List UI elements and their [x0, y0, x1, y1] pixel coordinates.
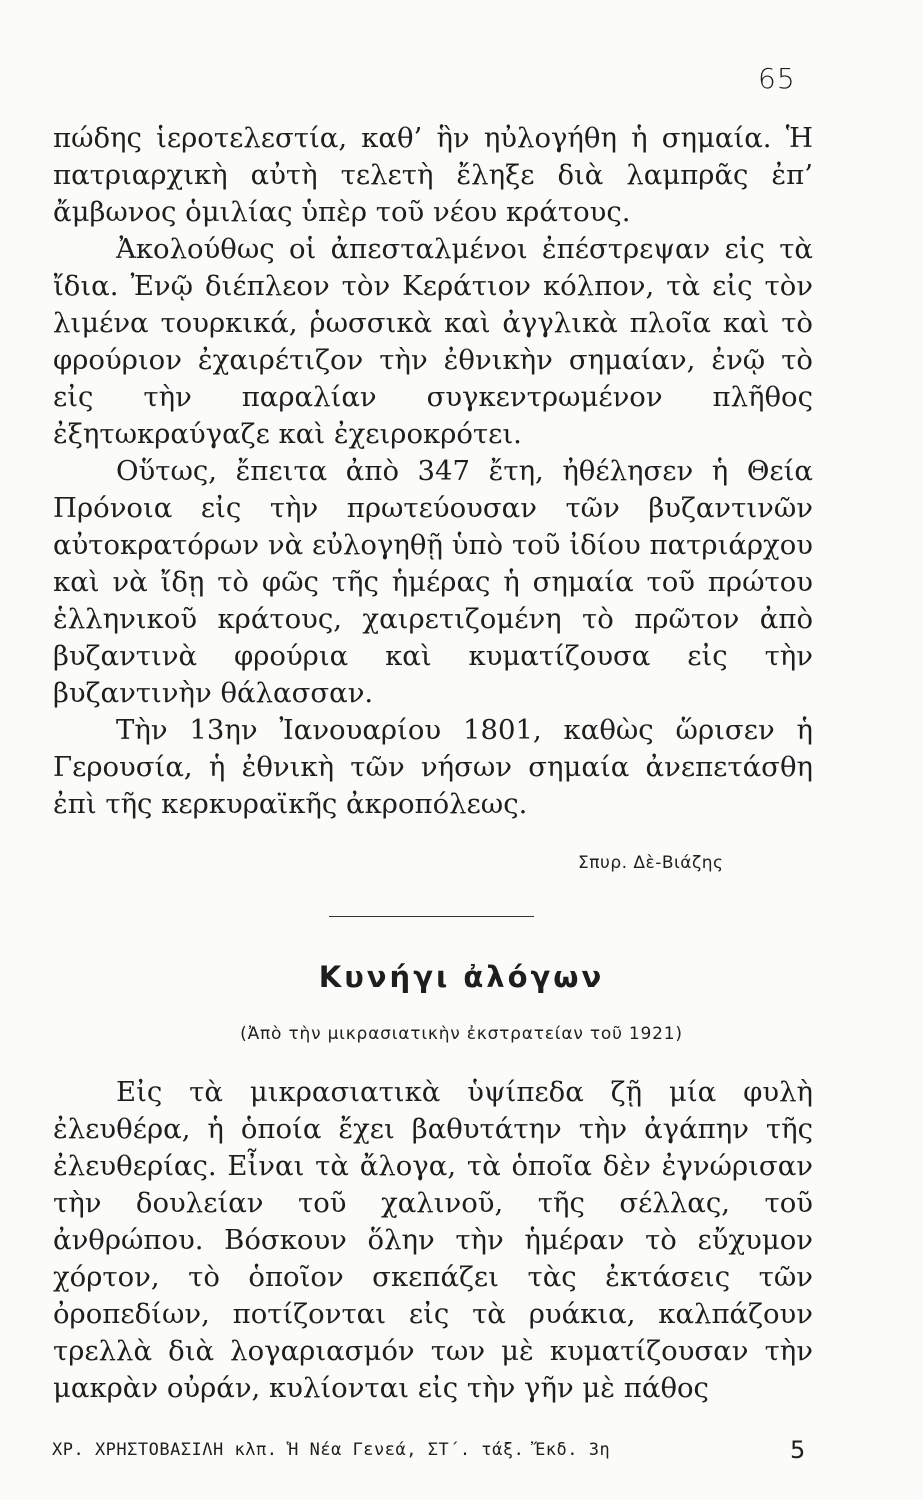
story-body — [53, 1074, 813, 1407]
story-title: Κυνήγι ἀλόγων — [318, 960, 605, 994]
footer-signature-mark: 5 — [790, 1436, 806, 1464]
paragraph: Εἰς τὰ μικρασιατικὰ ὑψίπεδα ζῇ μία φυλὴ ἐλευθέρα, ἡ ὁποία ἔχει βαθυτάτην τὴν ἀγάπην τῆς ἐλευθερίας. Εἶναι τὰ ἄλογα, τὰ ὁποῖα δὲν ἐγνώρισαν τὴν δουλείαν τοῦ χαλινοῦ, τῆς σέλλας, τοῦ ἀνθρώπου. Βόσκουν ὅλην τὴν ἡμέραν τὸ εὔχυμον χόρτον, τὸ ὁποῖον σκεπάζει τὰς ἐκτάσεις τῶν ὀροπεδίων, ποτίζονται εἰς τὰ ρυάκια, καλπάζουν τρελλὰ διὰ λογαριασμόν των μὲ κυματίζουσαν τὴν μακρὰν οὐράν, κυλίονται εἰς τὴν γῆν μὲ πάθος — [53, 1076, 813, 1404]
author-signature: Σπυρ. Δὲ-Βιάζης — [578, 853, 724, 873]
paragraph-continued: πώδης ἱεροτελεστία, καθ’ ἣν ηὐλογήθη ἡ σημαία. Ἡ πατριαρχικὴ αὐτὴ τελετὴ ἔληξε διὰ λαμπρᾶς ἐπ’ ἄμβωνος ὁμιλίας ὑπὲρ τοῦ νέου κράτους. — [53, 122, 813, 228]
page-number: 65 — [758, 62, 796, 95]
paragraph: Ἀκολούθως οἱ ἀπεσταλμένοι ἐπέστρεψαν εἰς τὰ ἴδια. Ἐνῷ διέπλεον τὸν Κεράτιον κόλπον, τὰ εἰς τὸν λιμένα τουρκικά, ῥωσσικὰ καὶ ἀγγλικὰ πλοῖα καὶ τὸ φρούριον ἐχαιρέτιζον τὴν ἐθνικὴν σημαίαν, ἐνῷ τὸ εἰς τὴν παραλίαν συγκεντρωμένον πλῆθος ἐξητωκραύγαζε καὶ ἐχειροκρότει. — [53, 233, 813, 450]
paragraph: Οὕτως, ἔπειτα ἀπὸ 347 ἔτη, ἠθέλησεν ἡ Θεία Πρόνοια εἰς τὴν πρωτεύουσαν τῶν βυζαντινῶν αὐτοκρατόρων νὰ εὐλογηθῇ ὑπὸ τοῦ ἰδίου πατριάρχου καὶ νὰ ἴδῃ τὸ φῶς τῆς ἡμέρας ἡ σημαία τοῦ πρώτου ἑλληνικοῦ κράτους, χαιρετιζομένη τὸ πρῶτον ἀπὸ βυζαντινὰ φρούρια καὶ κυματίζουσα εἰς τὴν βυζαντινὴν θάλασσαν. — [53, 455, 813, 709]
paragraph: Τὴν 13ην Ἰανουαρίου 1801, καθὼς ὥρισεν ἡ Γερουσία, ἡ ἐθνικὴ τῶν νήσων σημαία ἀνεπετάσθη ἐπὶ τῆς κερκυραϊκῆς ἀκροπόλεως. — [53, 714, 813, 820]
story-subtitle: (Ἀπὸ τὴν μικρασιατικὴν ἐκστρατείαν τοῦ 1921) — [240, 1024, 683, 1044]
article-continuation — [53, 120, 813, 823]
footer-source-line: ΧΡ. ΧΡΗΣΤΟΒΑΣΙΛΗ κλπ. Ἡ Νέα Γενεά, ΣΤ΄. τάξ. Ἔκδ. 3η — [52, 1440, 611, 1460]
section-divider — [329, 916, 534, 917]
